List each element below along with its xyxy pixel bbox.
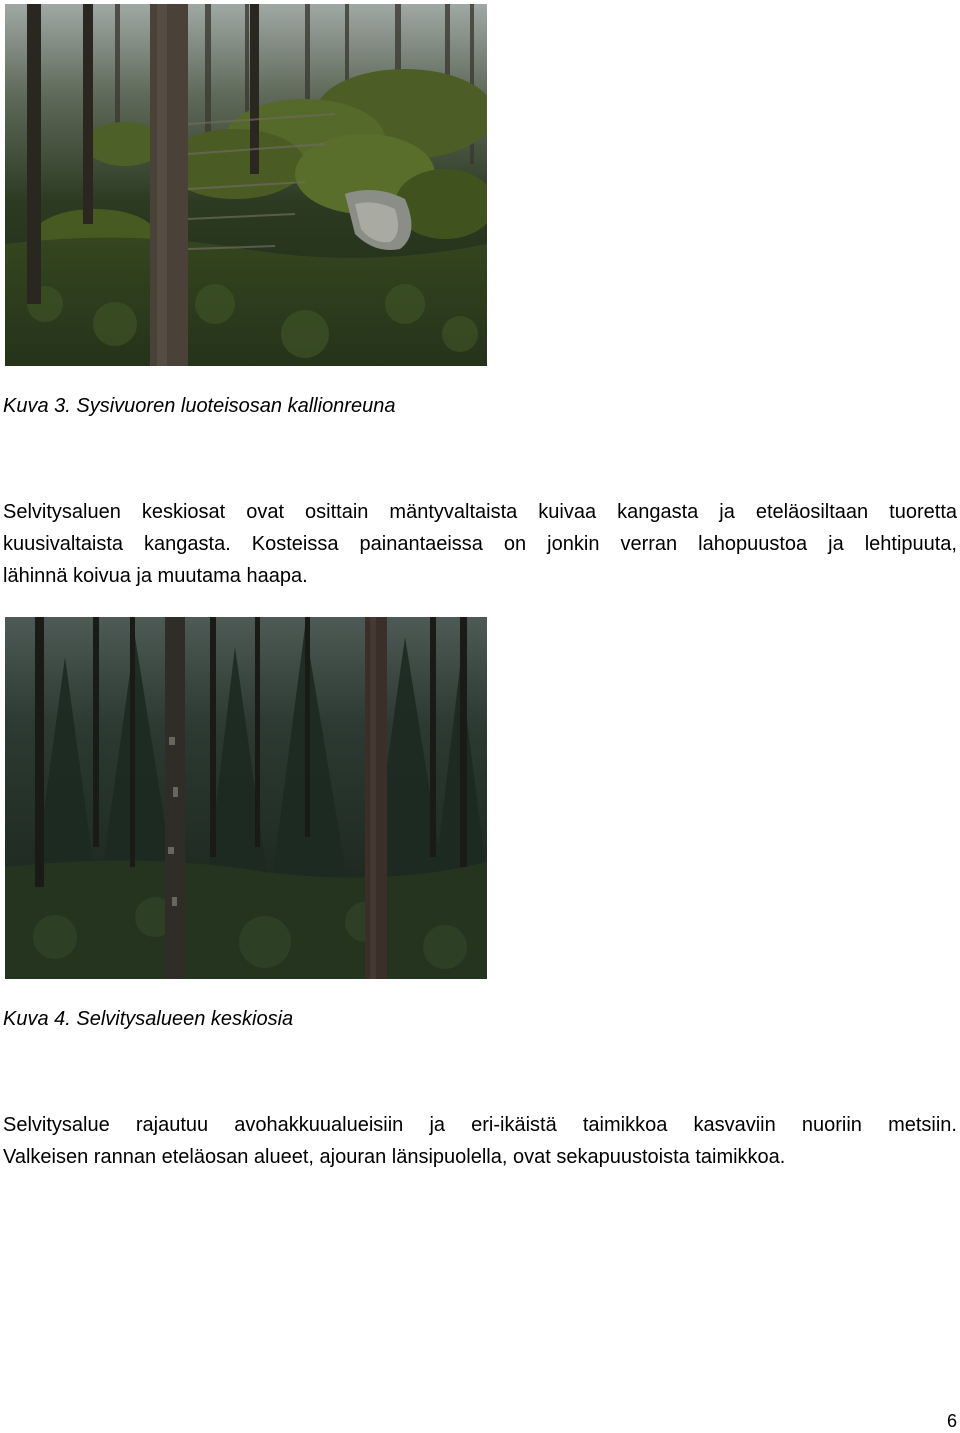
forest-photo-cliff-edge (5, 4, 487, 366)
page-number: 6 (946, 1411, 957, 1431)
paragraph-forest-description (3, 496, 957, 592)
figure-caption-3: Kuva 3. Sysivuoren luoteisosan kallionreuna (3, 395, 396, 417)
paragraph-line: kuusivaltaista kangasta. Kosteissa painantaeissa on jonkin verran lahopuustoa ja lehtipuuta, (3, 533, 957, 555)
paragraph-line: Selvitysaluen keskiosat ovat osittain mäntyvaltaista kuivaa kangasta ja eteläosiltaan tuoretta (3, 501, 957, 523)
forest-photo-central-area (5, 617, 487, 979)
figure-caption-4: Kuva 4. Selvitysalueen keskiosia (3, 1008, 294, 1030)
paragraph-line: Selvitysalue rajautuu avohakkuualueisiin ja eri-ikäistä taimikkoa kasvaviin nuoriin metsiin. (3, 1114, 957, 1136)
paragraph-boundary-description (3, 1109, 957, 1173)
paragraph-line: lähinnä koivua ja muutama haapa. (3, 565, 308, 587)
paragraph-line: Valkeisen rannan eteläosan alueet, ajouran länsipuolella, ovat sekapuustoista taimikkoa. (3, 1146, 786, 1168)
